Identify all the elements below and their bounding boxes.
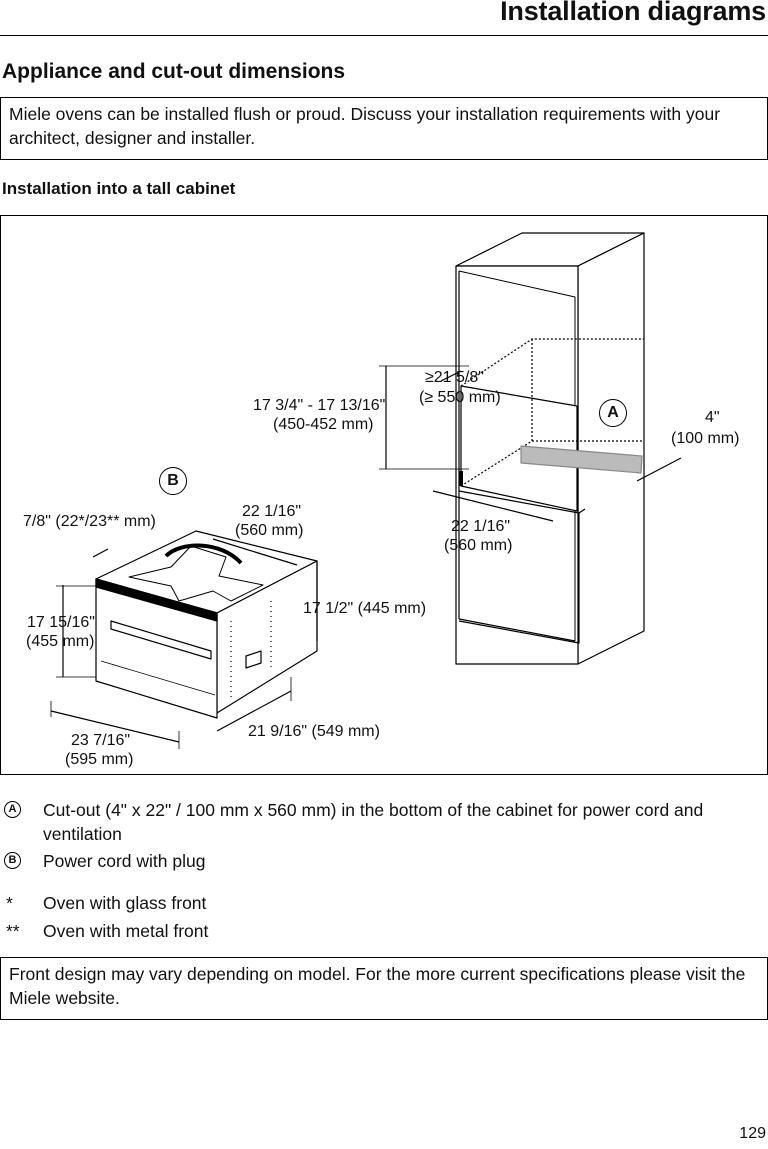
oven-height-label: 17 1/2" (445 mm) bbox=[303, 600, 427, 617]
section-title: Appliance and cut-out dimensions bbox=[2, 60, 346, 83]
footnote-symbol-double: ** bbox=[6, 921, 20, 941]
front-width-mm-label: (595 mm) bbox=[65, 751, 134, 768]
legend-symbol-b: B bbox=[4, 852, 21, 869]
oven-width-label: 22 1/16" bbox=[242, 503, 302, 520]
oven bbox=[96, 531, 317, 718]
front-height-mm-label: (455 mm) bbox=[26, 633, 95, 650]
intro-box bbox=[0, 97, 768, 160]
legend-text-b: Power cord with plug bbox=[43, 851, 206, 871]
intro-text: Miele ovens can be installed flush or proud. Discuss your installation requirements with your architect, designer and installer. bbox=[9, 104, 721, 148]
callout-a: A bbox=[599, 399, 627, 427]
niche-width-label: 22 1/16" bbox=[451, 518, 511, 535]
note-box bbox=[0, 957, 768, 1020]
note-text: Front design may vary depending on model. For the more current specifications please visit the Miele website. bbox=[9, 964, 746, 1008]
installation-diagram bbox=[0, 215, 768, 775]
legend-text-a: Cut-out (4" x 22" / 100 mm x 560 mm) in the bottom of the cabinet for power cord and ventilation bbox=[43, 800, 704, 844]
niche-height-mm-label: (450-452 mm) bbox=[273, 416, 374, 433]
page-title: Installation diagrams bbox=[500, 0, 766, 26]
footnote-text-metal: Oven with metal front bbox=[43, 921, 209, 941]
niche-width-mm-label: (560 mm) bbox=[444, 537, 513, 554]
callout-b: B bbox=[159, 467, 187, 495]
footnote-symbol-single: * bbox=[6, 893, 13, 913]
oven-width-mm-label: (560 mm) bbox=[235, 522, 304, 539]
page-number: 129 bbox=[739, 1125, 766, 1142]
diagram-drawing bbox=[1, 216, 768, 775]
oven-depth-label: 21 9/16" (549 mm) bbox=[248, 723, 380, 740]
niche-height-label: 17 3/4" - 17 13/16" bbox=[253, 397, 386, 414]
niche-depth-label: ≥21 5/8" bbox=[425, 369, 484, 386]
cutout-depth-mm-label: (100 mm) bbox=[671, 430, 740, 447]
footnote-text-glass: Oven with glass front bbox=[43, 893, 207, 913]
niche-depth-mm-label: (≥ 550 mm) bbox=[419, 389, 501, 406]
cutout-depth-label: 4" bbox=[705, 409, 720, 426]
front-height-label: 17 15/16" bbox=[27, 614, 95, 631]
title-divider bbox=[0, 35, 768, 36]
front-thickness-label: 7/8" (22*/23** mm) bbox=[23, 513, 156, 530]
legend-symbol-a: A bbox=[4, 801, 21, 818]
subsection-title: Installation into a tall cabinet bbox=[2, 179, 236, 198]
front-width-label: 23 7/16" bbox=[71, 732, 131, 749]
